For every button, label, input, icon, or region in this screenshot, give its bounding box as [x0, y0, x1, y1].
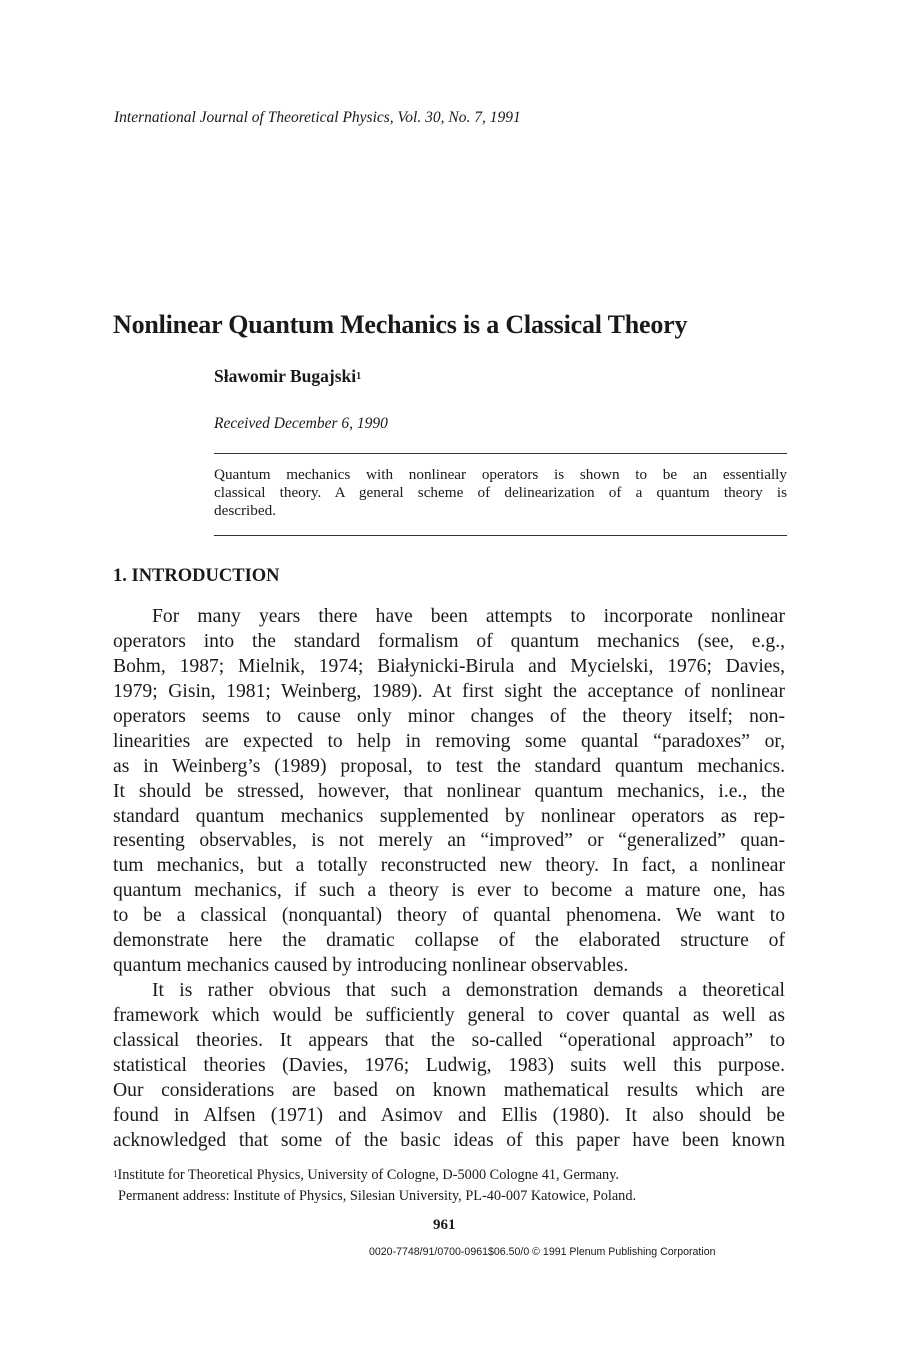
abstract-line: described. [214, 502, 276, 519]
page-number: 961 [433, 1217, 456, 1233]
body-line: operators seems to cause only minor changes of the theory itself; non- [113, 705, 785, 727]
body-line: It is rather obvious that such a demonstration demands a theoretical [152, 980, 785, 1002]
abstract-top-rule [214, 453, 787, 454]
footnote-affiliation: Institute for Theoretical Physics, University of Cologne, D-5000 Cologne 41, Germany. [117, 1167, 619, 1183]
author-name: Sławomir Bugajski [214, 366, 357, 386]
abstract [214, 466, 787, 520]
footnote-line: Permanent address: Institute of Physics, Silesian University, PL-40-007 Katowice, Poland. [118, 1188, 637, 1204]
author-line [214, 366, 361, 387]
body-line: acknowledged that some of the basic ideas of this paper have been known [113, 1129, 785, 1151]
author-footnote-mark: 1 [356, 371, 362, 382]
body-line: framework which would be sufficiently general to cover quantal as well as [113, 1005, 785, 1026]
body-line: Bohm, 1987; Mielnik, 1974; Białynicki-Birula and Mycielski, 1976; Davies, [113, 655, 785, 677]
body-line: quantum mechanics, if such a theory is ever to become a mature one, has [113, 880, 785, 902]
body-line: operators into the standard formalism of quantum mechanics (see, e.g., [113, 630, 785, 652]
footnote-line [113, 1165, 785, 1186]
body-line: It should be stressed, however, that nonlinear quantum mechanics, i.e., the [113, 780, 785, 802]
abstract-line: Quantum mechanics with nonlinear operators is shown to be an essentially [214, 466, 787, 483]
body-line: Our considerations are based on known mathematical results which are [113, 1079, 785, 1101]
body-line: as in Weinberg’s (1989) proposal, to test the standard quantum mechanics. [113, 755, 785, 777]
section-heading: 1. INTRODUCTION [113, 566, 280, 586]
body-line: 1979; Gisin, 1981; Weinberg, 1989). At first sight the acceptance of nonlinear [113, 680, 785, 702]
body-line: demonstrate here the dramatic collapse of the elaborated structure of [113, 930, 785, 952]
footnote [113, 1165, 785, 1206]
body-line: statistical theories (Davies, 1976; Ludwig, 1983) suits well this purpose. [113, 1054, 785, 1076]
body-text [113, 605, 785, 1154]
body-line: classical theories. It appears that the so-called “operational approach” to [113, 1029, 785, 1051]
body-line: found in Alfsen (1971) and Asimov and Ellis (1980). It also should be [113, 1104, 785, 1126]
journal-header: International Journal of Theoretical Physics, Vol. 30, No. 7, 1991 [114, 109, 521, 126]
paper-title: Nonlinear Quantum Mechanics is a Classical Theory [113, 310, 688, 339]
received-date: Received December 6, 1990 [214, 415, 388, 432]
abstract-bottom-rule [214, 535, 787, 536]
body-line: quantum mechanics caused by introducing nonlinear observables. [113, 955, 629, 977]
copyright-line: 0020-7748/91/0700-0961$06.50/0 © 1991 Plenum Publishing Corporation [369, 1246, 716, 1258]
body-line: standard quantum mechanics supplemented by nonlinear operators as rep- [113, 805, 785, 827]
body-line: tum mechanics, but a totally reconstructed new theory. In fact, a nonlinear [113, 855, 785, 877]
footnote-mark: 1 [113, 1169, 118, 1179]
body-line: linearities are expected to help in removing some quantal “paradoxes” or, [113, 730, 785, 752]
body-line: For many years there have been attempts to incorporate nonlinear [152, 606, 785, 627]
body-line: to be a classical (nonquantal) theory of quantal phenomena. We want to [113, 905, 785, 927]
abstract-line: classical theory. A general scheme of delinearization of a quantum theory is [214, 484, 787, 501]
body-line: resenting observables, is not merely an “improved” or “generalized” quan- [113, 830, 785, 852]
